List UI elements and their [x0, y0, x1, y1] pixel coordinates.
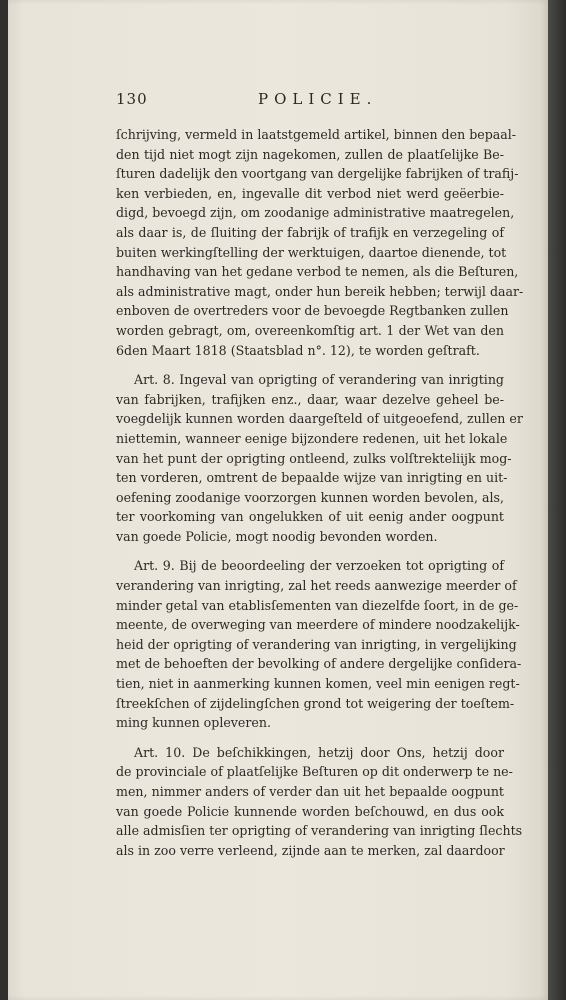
text-line: men, nimmer anders of verder dan uit het bepaalde oogpunt [116, 784, 504, 799]
text-line: verandering van inrigting, zal het reeds aanwezige meerder of [116, 578, 517, 594]
text-line: ming kunnen opleveren. [116, 715, 271, 731]
text-line: buiten werkingſtelling der werktuigen, daartoe dienende, tot [116, 244, 507, 260]
text-line: ſchrijving, vermeld in laatstgemeld artikel, binnen den bepaal- [116, 127, 517, 142]
text-line: digd, bevoegd zijn, om zoodanige administrative maatregelen, [116, 205, 515, 221]
text-line: Art. 10. De beſchikkingen, hetzij door Ons, hetzij door [134, 744, 504, 760]
text-line: als administrative magt, onder hun bereik hebben; terwijl daar- [116, 283, 524, 299]
body-text [116, 125, 524, 870]
text-line: met de behoeften der bevolking of andere dergelijke conſidera- [116, 656, 522, 672]
paragraph-article-8 [116, 370, 523, 546]
text-line: den tijd niet mogt zijn nagekomen, zullen de plaatſelijke Be- [116, 146, 504, 162]
text-line: als in zoo verre verleend, zijnde aan te merken, zal daardoor [116, 842, 505, 858]
text-line: meente, de overweging van meerdere of mindere noodzakelijk- [116, 617, 520, 633]
text-line: ten vorderen, omtrent de bepaalde wijze van inrigting en uit- [116, 470, 508, 486]
text-line: handhaving van het gedane verbod te nemen, als die Beſturen, [116, 264, 519, 280]
text-line: Art. 9. Bij de beoordeeling der verzoeken tot oprigting of [134, 558, 504, 574]
text-line: oefening zoodanige voorzorgen kunnen worden bevolen, als, [116, 489, 505, 505]
paragraph [116, 125, 524, 360]
text-line: van het punt der oprigting ontleend, zulks volſtrekteliijk mog- [116, 450, 512, 466]
text-line: voegdelijk kunnen worden daargeſteld of uitgeoefend, zullen er [116, 411, 523, 427]
running-title: POLICIE. [258, 90, 378, 108]
text-line: tien, niet in aanmerking kunnen komen, veel min eenigen regt- [116, 676, 520, 692]
text-line: heid der oprigting of verandering van inrigting, in vergelijking [116, 636, 517, 652]
paragraph-article-10 [116, 743, 523, 861]
text-line: niettemin, wanneer eenige bijzondere redenen, uit het lokale [116, 430, 508, 446]
text-line: de provinciale of plaatſelijke Beſturen op dit onderwerp te ne- [116, 764, 513, 780]
text-line: minder getal van etablisſementen van diezelfde ſoort, in de ge- [116, 597, 519, 613]
page-number: 130 [116, 90, 148, 108]
text-line: worden gebragt, om, overeenkomſtig art. 1 der Wet van den [116, 322, 504, 338]
paragraph-article-9 [116, 556, 522, 732]
text-line: ter voorkoming van ongelukken of uit eenig ander oogpunt [116, 509, 504, 525]
text-line: 6den Maart 1818 (Staatsblad n°. 12), te worden geſtraft. [116, 342, 480, 358]
text-line: als daar is, de ſluiting der fabrijk of trafijk en verzegeling of [116, 224, 504, 240]
text-line: van goede Policie, mogt noodig bevonden worden. [116, 528, 438, 544]
text-line: van fabrijken, trafijken enz., daar, waar dezelve geheel be- [116, 391, 504, 407]
page-header [116, 88, 476, 114]
text-line: ken verbieden, en, ingevalle dit verbod niet werd geëerbie- [116, 185, 504, 201]
scan-edge [548, 0, 566, 1000]
text-line: Art. 8. Ingeval van oprigting of verandering van inrigting [134, 372, 504, 388]
text-line: ſturen dadelijk den voortgang van dergelijke fabrijken of trafij- [116, 166, 519, 182]
text-line: enboven de overtreders voor de bevoegde Regtbanken zullen [116, 303, 509, 319]
text-line: alle admisſien ter oprigting of verandering van inrigting ſlechts [116, 823, 523, 839]
text-line: ſtreekſchen of zijdelingſchen grond tot weigering der toeſtem- [116, 695, 515, 711]
text-line: van goede Policie kunnende worden beſchouwd, en dus ook [116, 803, 504, 819]
